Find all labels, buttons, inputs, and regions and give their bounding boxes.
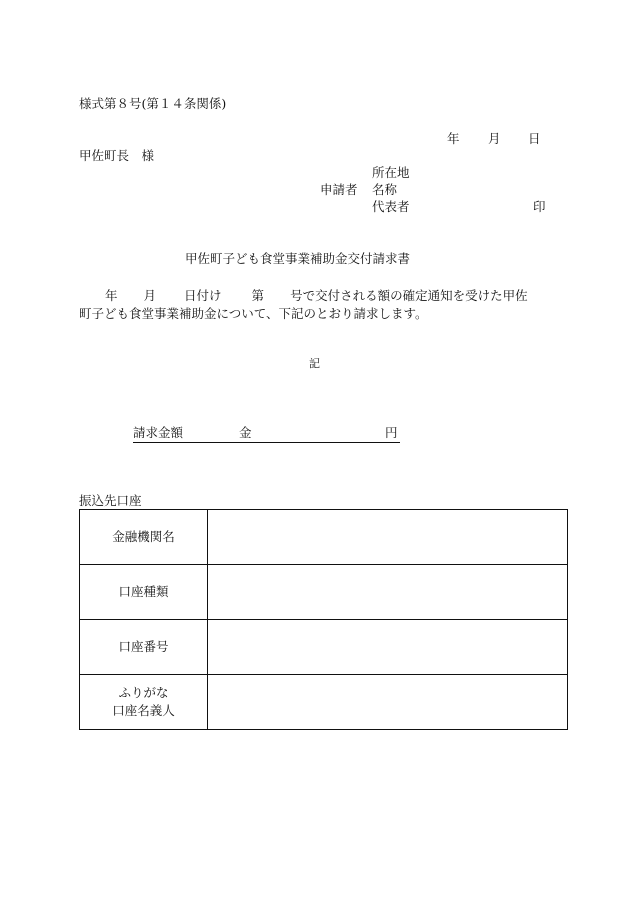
furigana-label: ふりがな [118, 685, 169, 700]
address-label: 所在地 [372, 165, 410, 180]
amount-prefix: 金 [239, 425, 252, 440]
applicant-role: 申請者 [320, 182, 358, 197]
account-holder-value[interactable] [208, 675, 568, 730]
holder-label: 口座名義人 [112, 703, 175, 718]
form-number: 様式第８号(第１４条関係) [79, 96, 227, 111]
account-number-value[interactable] [208, 620, 568, 675]
account-number-label: 口座番号 [80, 620, 208, 675]
date-day: 日 [528, 131, 541, 146]
date-year: 年 [447, 131, 460, 146]
seal-mark: 印 [533, 199, 546, 214]
ki-heading: 記 [309, 357, 320, 370]
body-date-suffix: 日付け [184, 288, 222, 303]
body-number-prefix: 第 [251, 288, 265, 303]
body-year: 年 [105, 288, 118, 303]
account-type-label: 口座種類 [80, 565, 208, 620]
account-type-value[interactable] [208, 565, 568, 620]
table-row [80, 510, 568, 565]
addressee: 甲佐町長 様 [79, 148, 155, 163]
body-line-2: 町子ども食堂事業補助金について、下記のとおり請求します。 [79, 306, 428, 321]
bank-account-table [79, 509, 568, 730]
table-row [80, 565, 568, 620]
representative-label: 代表者 [372, 199, 410, 214]
amount-label: 請求金額 [133, 425, 184, 440]
bank-heading: 振込先口座 [79, 493, 142, 508]
document-title: 甲佐町子ども食堂事業補助金交付請求書 [185, 251, 411, 266]
name-label: 名称 [372, 182, 398, 197]
table-row [80, 620, 568, 675]
table-row [80, 675, 568, 730]
bank-name-label: 金融機関名 [80, 510, 208, 565]
amount-unit: 円 [385, 425, 398, 440]
account-holder-label [80, 675, 208, 730]
body-notice-text: 号で交付される額の確定通知を受けた甲佐 [290, 288, 528, 303]
bank-name-value[interactable] [208, 510, 568, 565]
body-month: 月 [143, 288, 157, 303]
date-month: 月 [488, 131, 501, 146]
body-paragraph [79, 287, 559, 323]
